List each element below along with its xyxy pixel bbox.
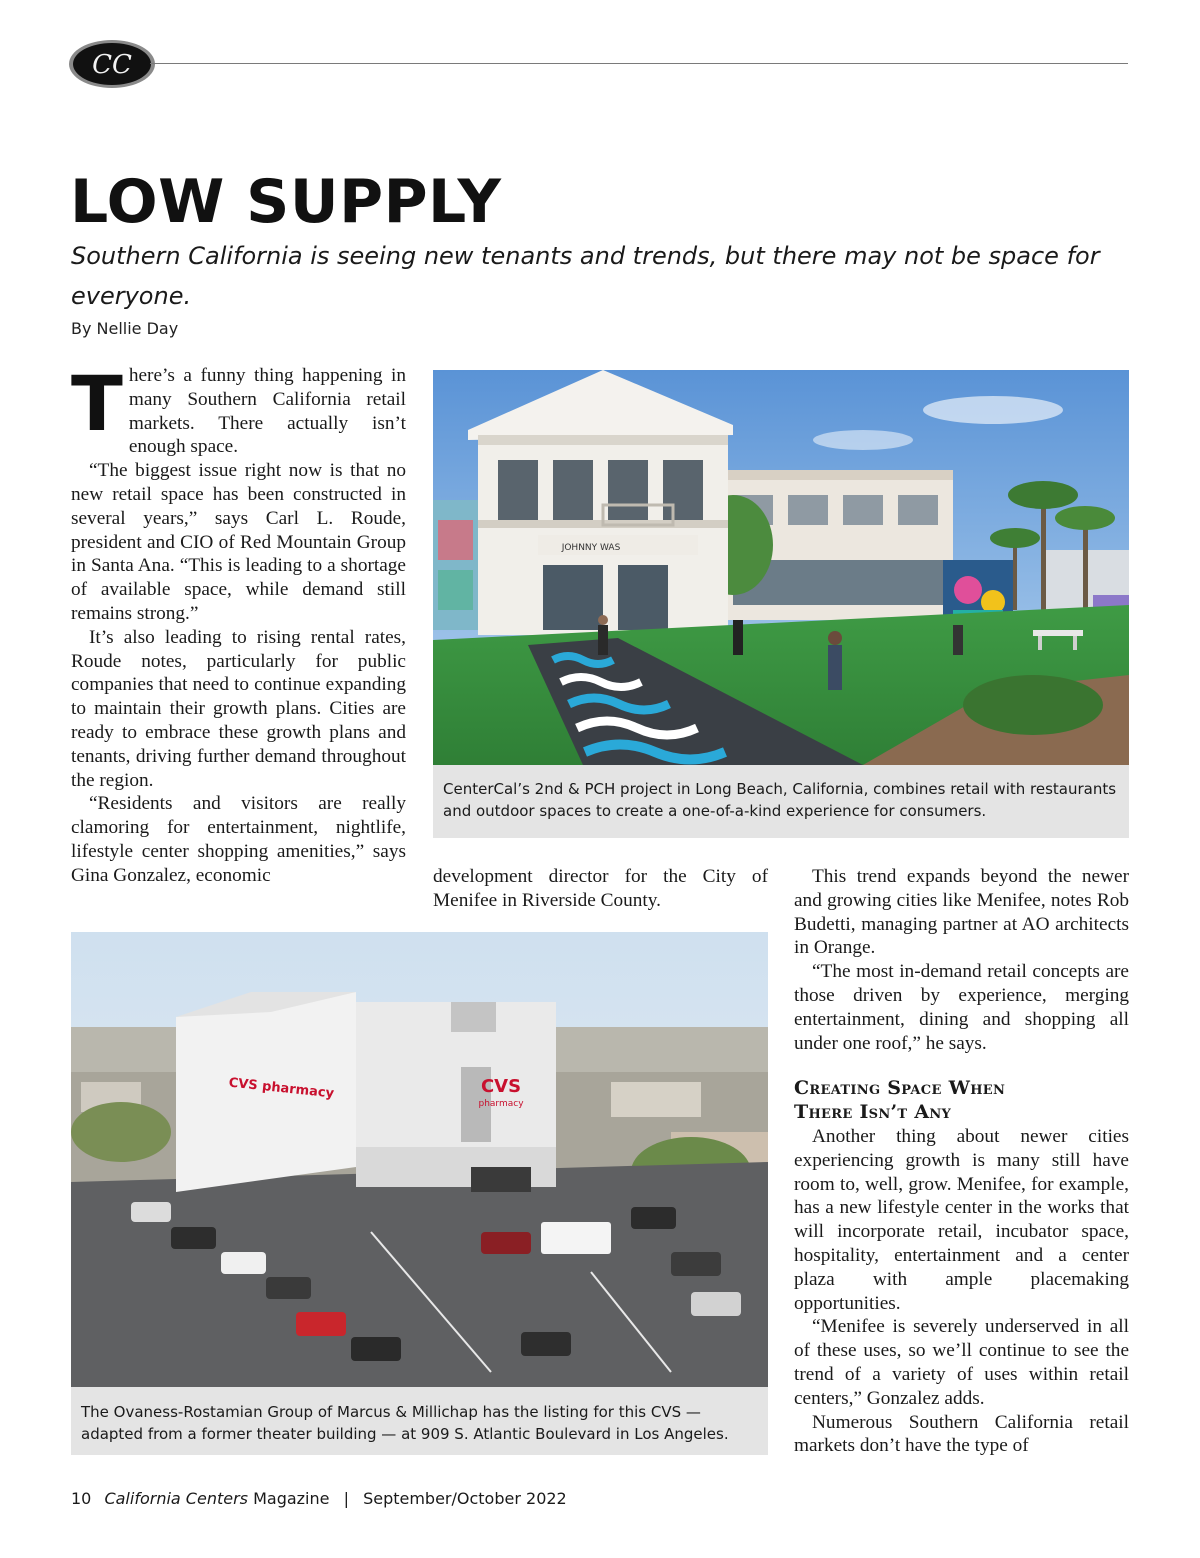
cvs-sign-sub: pharmacy bbox=[478, 1099, 524, 1109]
drop-cap: T bbox=[71, 359, 123, 448]
paragraph: “The biggest issue right now is that no new retail space has been constructed in several years,” says Carl L. Roude, president and CIO of Red Mountain Group in Santa Ana. “This is leading to a shortage of available space, while demand still remains strong.” bbox=[71, 460, 406, 624]
article-subtitle: Southern California is seeing new tenants and trends, but there may not be space for everyone. bbox=[71, 242, 1100, 310]
paragraph: “Residents and visitors are really clamoring for entertainment, nightlife, lifestyle center shopping amenities,” says Gina Gonzalez, economic bbox=[71, 793, 406, 886]
magazine-logo bbox=[68, 38, 158, 90]
paragraph: It’s also leading to rising rental rates, Roude notes, particularly for public companies that need to continue expanding to maintain their growth plans. Cities are ready to embrace these growth plans and tenants, driving further demand throughout the region. bbox=[71, 626, 406, 791]
body-column-3 bbox=[794, 865, 1129, 1458]
store-sign: JOHNNY WAS bbox=[561, 543, 621, 553]
issue-date: September/October 2022 bbox=[363, 1489, 567, 1508]
header-rule bbox=[150, 63, 1128, 64]
magazine-name: California Centers bbox=[104, 1489, 248, 1508]
body-column-2 bbox=[433, 865, 768, 913]
body-column-1 bbox=[71, 359, 406, 888]
paragraph: This trend expands beyond the newer and growing cities like Menifee, notes Rob Budetti, managing partner at AO architects in Orange. bbox=[794, 866, 1129, 959]
figure-centercal bbox=[433, 370, 1129, 838]
page-number: 10 bbox=[71, 1489, 92, 1508]
logo-text: CC bbox=[92, 50, 132, 80]
footer-separator: | bbox=[343, 1489, 349, 1508]
byline: By Nellie Day bbox=[71, 319, 179, 338]
magazine-suffix: Magazine bbox=[253, 1489, 330, 1508]
paragraph: Numerous Southern California retail markets don’t have the type of bbox=[794, 1411, 1129, 1457]
page-footer bbox=[71, 1488, 567, 1510]
article-title: LOW SUPPLY bbox=[70, 167, 502, 237]
paragraph: “Menifee is severely underserved in all of these uses, so we’ll continue to see the trend of a variety of uses within retail centers,” Gonzalez adds. bbox=[794, 1316, 1129, 1409]
cvs-sign: CVS bbox=[480, 1076, 522, 1097]
photo-cvs-building bbox=[71, 932, 768, 1387]
paragraph: “The most in-demand retail concepts are those driven by experience, merging entertainment, dining and shopping all under one roof,” he says. bbox=[794, 961, 1129, 1054]
section-subhead: Creating Space When There Isn’t Any bbox=[794, 1077, 1006, 1124]
figure-caption: CenterCal’s 2nd & PCH project in Long Beach, California, combines retail with restaurants and outdoor spaces to create a one-of-a-kind experience for consumers. bbox=[443, 780, 1117, 820]
paragraph: development director for the City of Menifee in Riverside County. bbox=[433, 866, 768, 911]
paragraph: There’s a funny thing happening in many Southern California retail markets. There actually isn’t enough space. bbox=[71, 359, 406, 458]
photo-2nd-pch bbox=[433, 370, 1129, 765]
figure-cvs bbox=[71, 932, 768, 1455]
figure-caption: The Ovaness-Rostamian Group of Marcus & Millichap has the listing for this CVS — adapted from a former theater building — at 909 S. Atlantic Boulevard in Los Angeles. bbox=[81, 1403, 729, 1443]
cvs-side-sign: CVS pharmacy bbox=[228, 1075, 335, 1102]
paragraph: Another thing about newer cities experiencing growth is many still have room to, well, grow. Menifee, for example, has a new lifestyle center in the works that will incorporate retail, incubator space, hospitality, entertainment and a center plaza with ample placemaking opportunities. bbox=[794, 1125, 1129, 1314]
